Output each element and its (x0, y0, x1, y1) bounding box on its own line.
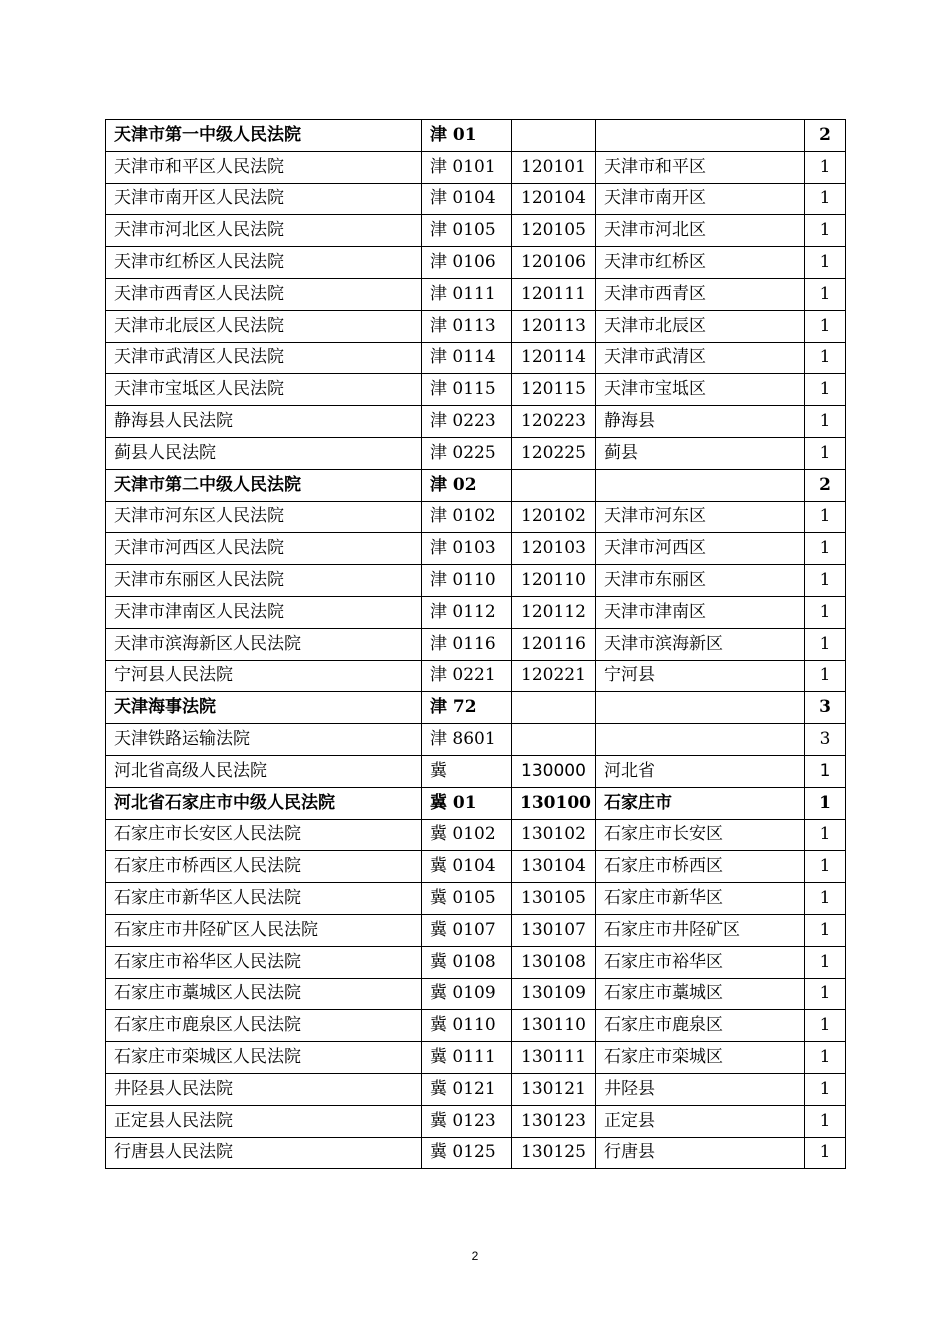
region-name-cell: 天津市河北区 (596, 215, 805, 247)
court-code-cell: 津 0113 (422, 310, 512, 342)
region-name-cell: 正定县 (596, 1105, 805, 1137)
table-row (106, 1042, 846, 1074)
region-name-cell (596, 120, 805, 152)
table-row (106, 406, 846, 438)
court-name-cell: 石家庄市裕华区人民法院 (106, 946, 422, 978)
region-name-cell: 石家庄市裕华区 (596, 946, 805, 978)
table-row (106, 978, 846, 1010)
court-name-cell: 天津市第一中级人民法院 (106, 120, 422, 152)
court-name-cell: 天津市津南区人民法院 (106, 596, 422, 628)
court-code-cell: 冀 0111 (422, 1042, 512, 1074)
level-cell: 1 (805, 1073, 846, 1105)
page-number: 2 (471, 1249, 479, 1263)
division-code-cell: 120101 (512, 151, 596, 183)
court-code-cell: 津 0225 (422, 437, 512, 469)
region-name-cell: 石家庄市栾城区 (596, 1042, 805, 1074)
level-cell: 1 (805, 851, 846, 883)
table-row (106, 946, 846, 978)
level-cell: 1 (805, 247, 846, 279)
region-name-cell: 静海县 (596, 406, 805, 438)
level-cell: 1 (805, 596, 846, 628)
court-code-cell: 津 0104 (422, 183, 512, 215)
level-cell: 1 (805, 755, 846, 787)
court-name-cell: 天津市河北区人民法院 (106, 215, 422, 247)
region-name-cell: 天津市北辰区 (596, 310, 805, 342)
level-cell: 1 (805, 883, 846, 915)
level-cell: 2 (805, 120, 846, 152)
table-row (106, 247, 846, 279)
division-code-cell: 130121 (512, 1073, 596, 1105)
table-row (106, 565, 846, 597)
court-code-cell: 冀 0125 (422, 1137, 512, 1169)
table-row (106, 437, 846, 469)
division-code-cell: 130108 (512, 946, 596, 978)
court-name-cell: 天津市滨海新区人民法院 (106, 628, 422, 660)
division-code-cell: 120104 (512, 183, 596, 215)
level-cell: 1 (805, 914, 846, 946)
table-row (106, 1137, 846, 1169)
court-name-cell: 天津市北辰区人民法院 (106, 310, 422, 342)
court-code-cell: 津 01 (422, 120, 512, 152)
court-code-cell: 津 0223 (422, 406, 512, 438)
court-code-cell: 冀 0123 (422, 1105, 512, 1137)
region-name-cell: 石家庄市桥西区 (596, 851, 805, 883)
court-name-cell: 蓟县人民法院 (106, 437, 422, 469)
region-name-cell: 石家庄市藁城区 (596, 978, 805, 1010)
court-name-cell: 石家庄市桥西区人民法院 (106, 851, 422, 883)
division-code-cell: 130125 (512, 1137, 596, 1169)
region-name-cell: 天津市津南区 (596, 596, 805, 628)
division-code-cell: 120103 (512, 533, 596, 565)
table-row (106, 755, 846, 787)
region-name-cell: 天津市河西区 (596, 533, 805, 565)
table-body (106, 120, 846, 1169)
court-name-cell: 天津市武清区人民法院 (106, 342, 422, 374)
division-code-cell: 130105 (512, 883, 596, 915)
court-name-cell: 石家庄市藁城区人民法院 (106, 978, 422, 1010)
region-name-cell: 天津市南开区 (596, 183, 805, 215)
table-row (106, 151, 846, 183)
level-cell: 1 (805, 978, 846, 1010)
court-code-cell: 津 72 (422, 692, 512, 724)
court-name-cell: 天津市东丽区人民法院 (106, 565, 422, 597)
court-name-cell: 天津市西青区人民法院 (106, 278, 422, 310)
court-code-cell: 冀 0104 (422, 851, 512, 883)
court-code-cell: 津 02 (422, 469, 512, 501)
court-code-cell: 津 0110 (422, 565, 512, 597)
level-cell: 1 (805, 215, 846, 247)
region-name-cell: 天津市西青区 (596, 278, 805, 310)
court-code-cell: 冀 0108 (422, 946, 512, 978)
court-name-cell: 行唐县人民法院 (106, 1137, 422, 1169)
division-code-cell: 120113 (512, 310, 596, 342)
court-name-cell: 天津市南开区人民法院 (106, 183, 422, 215)
court-name-cell: 天津市和平区人民法院 (106, 151, 422, 183)
division-code-cell: 120223 (512, 406, 596, 438)
table-row (106, 469, 846, 501)
region-name-cell: 石家庄市井陉矿区 (596, 914, 805, 946)
level-cell: 1 (805, 151, 846, 183)
region-name-cell: 行唐县 (596, 1137, 805, 1169)
region-name-cell: 石家庄市新华区 (596, 883, 805, 915)
level-cell: 3 (805, 724, 846, 756)
level-cell: 1 (805, 660, 846, 692)
table-row (106, 628, 846, 660)
court-name-cell: 河北省高级人民法院 (106, 755, 422, 787)
level-cell: 1 (805, 1042, 846, 1074)
court-code-cell: 津 0111 (422, 278, 512, 310)
division-code-cell: 120105 (512, 215, 596, 247)
division-code-cell: 130102 (512, 819, 596, 851)
table-row (106, 1105, 846, 1137)
division-code-cell: 120225 (512, 437, 596, 469)
court-code-cell: 津 0102 (422, 501, 512, 533)
division-code-cell (512, 469, 596, 501)
level-cell: 1 (805, 819, 846, 851)
court-code-cell: 津 0221 (422, 660, 512, 692)
region-name-cell: 石家庄市 (596, 787, 805, 819)
division-code-cell: 130104 (512, 851, 596, 883)
region-name-cell: 宁河县 (596, 660, 805, 692)
court-name-cell: 天津市河东区人民法院 (106, 501, 422, 533)
table-row (106, 660, 846, 692)
division-code-cell: 130111 (512, 1042, 596, 1074)
region-name-cell: 天津市滨海新区 (596, 628, 805, 660)
court-name-cell: 石家庄市井陉矿区人民法院 (106, 914, 422, 946)
court-name-cell: 天津铁路运输法院 (106, 724, 422, 756)
court-name-cell: 井陉县人民法院 (106, 1073, 422, 1105)
level-cell: 1 (805, 1137, 846, 1169)
division-code-cell (512, 120, 596, 152)
region-name-cell: 石家庄市鹿泉区 (596, 1010, 805, 1042)
level-cell: 1 (805, 628, 846, 660)
court-name-cell: 正定县人民法院 (106, 1105, 422, 1137)
level-cell: 1 (805, 342, 846, 374)
division-code-cell: 120116 (512, 628, 596, 660)
court-code-cell: 津 0105 (422, 215, 512, 247)
division-code-cell: 120102 (512, 501, 596, 533)
court-code-cell: 冀 (422, 755, 512, 787)
division-code-cell: 130109 (512, 978, 596, 1010)
region-name-cell: 石家庄市长安区 (596, 819, 805, 851)
court-name-cell: 石家庄市长安区人民法院 (106, 819, 422, 851)
court-code-cell: 冀 0102 (422, 819, 512, 851)
region-name-cell: 天津市河东区 (596, 501, 805, 533)
table-row (106, 374, 846, 406)
division-code-cell: 120110 (512, 565, 596, 597)
region-name-cell: 井陉县 (596, 1073, 805, 1105)
division-code-cell: 130123 (512, 1105, 596, 1137)
court-name-cell: 静海县人民法院 (106, 406, 422, 438)
court-name-cell: 宁河县人民法院 (106, 660, 422, 692)
table-row (106, 787, 846, 819)
court-name-cell: 天津市河西区人民法院 (106, 533, 422, 565)
division-code-cell: 120114 (512, 342, 596, 374)
region-name-cell: 天津市宝坻区 (596, 374, 805, 406)
table-row (106, 215, 846, 247)
court-code-table (105, 119, 846, 1169)
division-code-cell: 130000 (512, 755, 596, 787)
court-code-cell: 冀 0109 (422, 978, 512, 1010)
division-code-cell: 130100 (512, 787, 596, 819)
region-name-cell: 蓟县 (596, 437, 805, 469)
table-row (106, 533, 846, 565)
court-code-cell: 津 0116 (422, 628, 512, 660)
table-row (106, 501, 846, 533)
level-cell: 2 (805, 469, 846, 501)
level-cell: 1 (805, 565, 846, 597)
level-cell: 1 (805, 501, 846, 533)
court-name-cell: 天津市宝坻区人民法院 (106, 374, 422, 406)
level-cell: 3 (805, 692, 846, 724)
division-code-cell: 130110 (512, 1010, 596, 1042)
level-cell: 1 (805, 406, 846, 438)
table-row (106, 310, 846, 342)
level-cell: 1 (805, 278, 846, 310)
table-row (106, 724, 846, 756)
court-code-cell: 冀 0105 (422, 883, 512, 915)
court-code-cell: 冀 0110 (422, 1010, 512, 1042)
table-row (106, 914, 846, 946)
court-name-cell: 天津海事法院 (106, 692, 422, 724)
region-name-cell: 天津市红桥区 (596, 247, 805, 279)
table-row (106, 883, 846, 915)
level-cell: 1 (805, 183, 846, 215)
table-row (106, 120, 846, 152)
court-code-cell: 津 0112 (422, 596, 512, 628)
court-code-cell: 津 0101 (422, 151, 512, 183)
court-code-cell: 津 0115 (422, 374, 512, 406)
level-cell: 1 (805, 374, 846, 406)
division-code-cell: 120221 (512, 660, 596, 692)
court-name-cell: 河北省石家庄市中级人民法院 (106, 787, 422, 819)
table-row (106, 1010, 846, 1042)
table-row (106, 596, 846, 628)
region-name-cell: 天津市和平区 (596, 151, 805, 183)
table-row (106, 1073, 846, 1105)
region-name-cell: 河北省 (596, 755, 805, 787)
level-cell: 1 (805, 787, 846, 819)
region-name-cell (596, 692, 805, 724)
level-cell: 1 (805, 1105, 846, 1137)
table-row (106, 278, 846, 310)
level-cell: 1 (805, 946, 846, 978)
division-code-cell: 120106 (512, 247, 596, 279)
court-code-cell: 冀 01 (422, 787, 512, 819)
level-cell: 1 (805, 437, 846, 469)
court-name-cell: 石家庄市鹿泉区人民法院 (106, 1010, 422, 1042)
level-cell: 1 (805, 1010, 846, 1042)
level-cell: 1 (805, 533, 846, 565)
region-name-cell: 天津市武清区 (596, 342, 805, 374)
court-name-cell: 天津市红桥区人民法院 (106, 247, 422, 279)
region-name-cell (596, 724, 805, 756)
court-code-cell: 冀 0121 (422, 1073, 512, 1105)
table-row (106, 851, 846, 883)
court-name-cell: 石家庄市栾城区人民法院 (106, 1042, 422, 1074)
table-row (106, 819, 846, 851)
division-code-cell: 120115 (512, 374, 596, 406)
region-name-cell: 天津市东丽区 (596, 565, 805, 597)
division-code-cell: 130107 (512, 914, 596, 946)
court-code-cell: 津 0103 (422, 533, 512, 565)
table-row (106, 692, 846, 724)
division-code-cell (512, 692, 596, 724)
division-code-cell: 120111 (512, 278, 596, 310)
court-code-cell: 津 0114 (422, 342, 512, 374)
court-code-cell: 津 0106 (422, 247, 512, 279)
court-name-cell: 天津市第二中级人民法院 (106, 469, 422, 501)
court-name-cell: 石家庄市新华区人民法院 (106, 883, 422, 915)
division-code-cell: 120112 (512, 596, 596, 628)
table-row (106, 183, 846, 215)
region-name-cell (596, 469, 805, 501)
division-code-cell (512, 724, 596, 756)
table-row (106, 342, 846, 374)
court-code-cell: 津 8601 (422, 724, 512, 756)
level-cell: 1 (805, 310, 846, 342)
court-code-cell: 冀 0107 (422, 914, 512, 946)
